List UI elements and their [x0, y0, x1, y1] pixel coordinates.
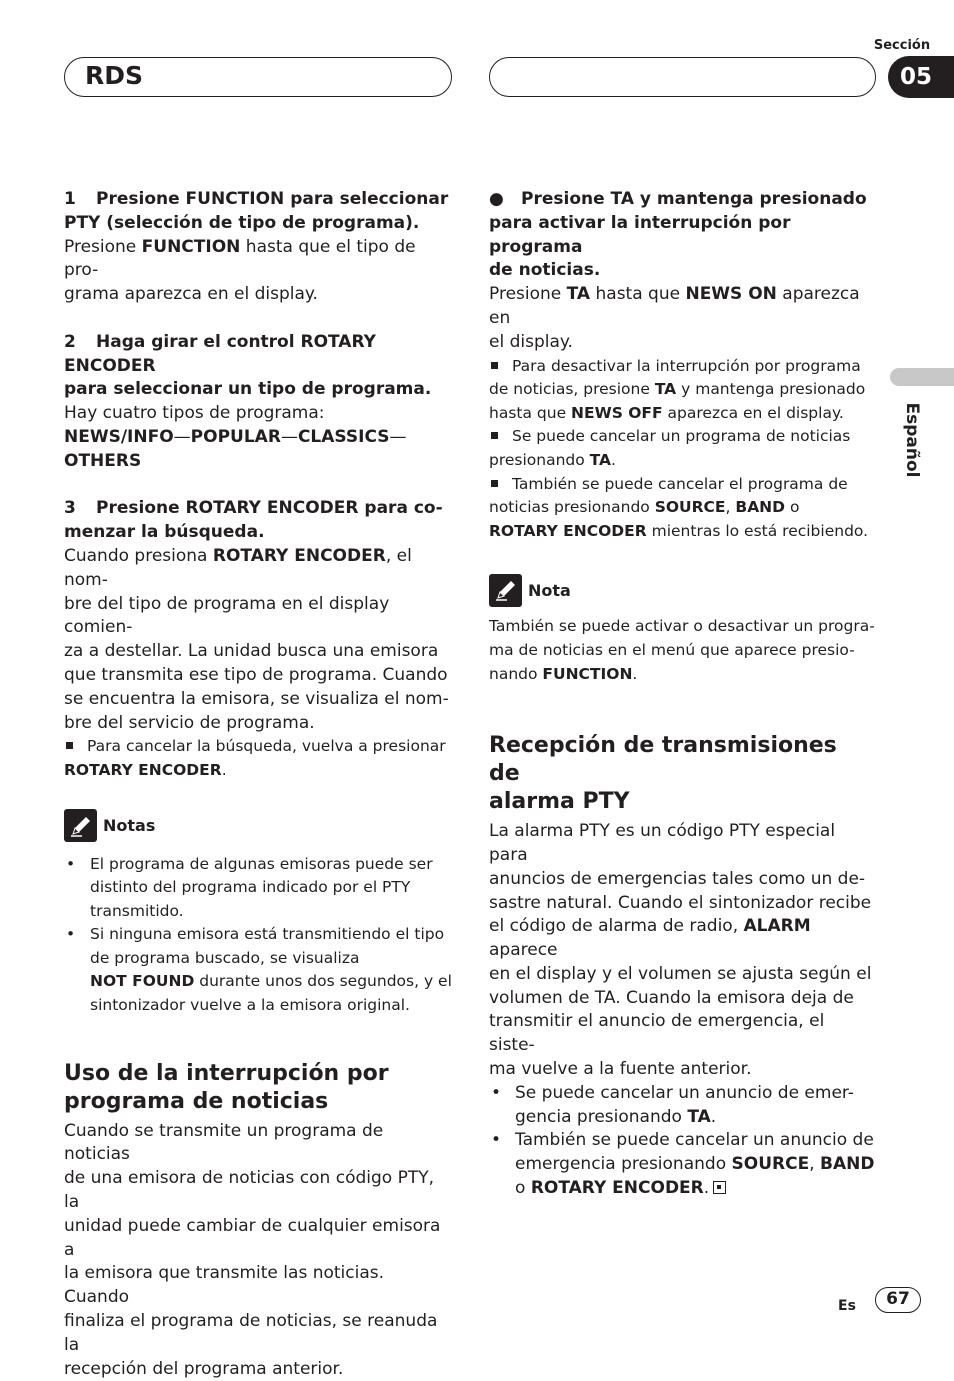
- note-label: Nota: [528, 580, 571, 600]
- square-bullet-icon: [66, 742, 73, 749]
- square-bullet-icon: [491, 432, 498, 439]
- ta-step: [489, 188, 875, 543]
- text: de una emisora de noticias con código PTY, la: [64, 1168, 435, 1213]
- language-label: Español: [902, 402, 922, 478]
- text: La alarma PTY es un código PTY especial para: [489, 821, 836, 865]
- step-title: Haga girar el control ROTARY ENCODER: [64, 331, 376, 376]
- text: .: [611, 450, 616, 469]
- text: aparece: [489, 940, 558, 961]
- keyword: TA: [589, 450, 612, 469]
- list-item: [64, 923, 452, 1017]
- text: Se puede cancelar un anuncio de emer-: [515, 1082, 854, 1103]
- text: ,: [809, 1154, 820, 1175]
- text: grama aparezca en el display.: [64, 284, 318, 305]
- bullet-icon: •: [491, 1082, 502, 1103]
- step-title: Presione TA y mantenga presionado: [521, 189, 867, 209]
- step-title: Presione FUNCTION para seleccionar: [96, 189, 449, 209]
- section-heading: alarma PTY: [489, 789, 630, 815]
- dash: —: [173, 426, 191, 447]
- text: El programa de algunas emisoras puede ser: [90, 854, 433, 873]
- text: sastre natural. Cuando el sintonizador recibe: [489, 892, 872, 913]
- text: ma vuelve a la fuente anterior.: [489, 1059, 752, 1080]
- text: el código de alarma de radio,: [489, 916, 744, 937]
- text: Se puede cancelar un programa de noticias: [512, 427, 851, 446]
- keyword: SOURCE: [731, 1154, 810, 1175]
- step-title: menzar la búsqueda.: [64, 522, 265, 543]
- text: También se puede activar o desactivar un progra-: [489, 617, 875, 636]
- text: o: [515, 1178, 531, 1199]
- text: unidad puede cambiar de cualquier emisora a: [64, 1215, 441, 1260]
- text: o: [785, 498, 800, 517]
- step-number: 1: [64, 189, 76, 209]
- keyword: NOT FOUND: [90, 972, 195, 991]
- keyword: ROTARY ENCODER: [489, 521, 647, 540]
- text: la emisora que transmite las noticias. Cuando: [64, 1263, 385, 1308]
- text: el display.: [489, 331, 573, 352]
- section-heading: Uso de la interrupción por: [64, 1060, 389, 1086]
- section-heading: Recepción de transmisiones de: [489, 733, 837, 787]
- keyword: FUNCTION: [542, 664, 633, 683]
- step-number: 2: [64, 331, 76, 352]
- keyword: TA: [654, 380, 677, 399]
- text: de programa buscado, se visualiza: [90, 948, 360, 967]
- text: .: [632, 664, 638, 683]
- bullet-icon: •: [66, 854, 76, 873]
- text: presionando: [489, 450, 590, 469]
- text: gencia presionando: [515, 1106, 688, 1127]
- text: za a destellar. La unidad busca una emisora: [64, 641, 439, 662]
- step-title: PTY (selección de tipo de programa).: [64, 212, 420, 233]
- text: .: [703, 1178, 710, 1199]
- square-bullet-icon: [491, 480, 498, 487]
- text: que transmita ese tipo de programa. Cuando: [64, 664, 448, 685]
- text: transmitido.: [90, 901, 184, 920]
- page-title: RDS: [85, 61, 144, 90]
- text: anuncios de emergencias tales como un de-: [489, 868, 866, 889]
- text: , el nom-: [64, 545, 412, 590]
- dash: —: [389, 426, 407, 447]
- text: sintonizador vuelve a la emisora original.: [90, 996, 410, 1015]
- right-column: [489, 188, 875, 1201]
- notes-block: [64, 809, 452, 1018]
- dash: —: [280, 426, 298, 447]
- keyword: SOURCE: [654, 498, 726, 517]
- text: ma de noticias en el menú que aparece presio-: [489, 640, 855, 659]
- alarm-section: [489, 732, 875, 1201]
- list-item: [64, 853, 452, 924]
- keyword: TA: [566, 284, 591, 305]
- text: También se puede cancelar el programa de: [512, 474, 848, 493]
- text: aparezca en el display.: [662, 403, 844, 422]
- keyword: BAND: [820, 1154, 875, 1175]
- text: bre del tipo de programa en el display comien-: [64, 593, 390, 638]
- text: Cuando presiona: [64, 545, 213, 566]
- text: También se puede cancelar un anuncio de: [515, 1130, 874, 1151]
- text: transmitir el anuncio de emergencia, el siste-: [489, 1011, 825, 1056]
- keyword: ALARM: [743, 916, 811, 937]
- text: nando: [489, 664, 543, 683]
- step-1: [64, 188, 452, 307]
- text: durante unos dos segundos, y el: [194, 972, 452, 991]
- language-tab-bar: [890, 368, 954, 386]
- keyword: BAND: [735, 498, 786, 517]
- text: Si ninguna emisora está transmitiendo el tipo: [90, 925, 445, 944]
- section-header-right: [489, 57, 876, 97]
- text: en el display y el volumen se ajusta según el: [489, 963, 872, 984]
- footer-language: Es: [838, 1298, 856, 1314]
- text: Hay cuatro tipos de programa:: [64, 403, 325, 424]
- note-block: [489, 573, 875, 686]
- bullet-icon: •: [491, 1130, 502, 1151]
- text: recepción del programa anterior.: [64, 1358, 344, 1379]
- section-header-left: [64, 57, 452, 97]
- step-3: [64, 497, 452, 782]
- keyword: NEWS/INFO: [64, 426, 174, 447]
- text: .: [710, 1106, 717, 1127]
- text: hasta que el tipo de pro-: [64, 236, 416, 281]
- section-heading: programa de noticias: [64, 1088, 329, 1114]
- step-number: 3: [64, 498, 76, 519]
- step-title: para activar la interrupción por programa: [489, 212, 791, 257]
- bullet-icon: •: [66, 925, 76, 944]
- keyword: POPULAR: [190, 426, 281, 447]
- page-number: 67: [875, 1287, 921, 1313]
- keyword: NEWS OFF: [571, 403, 663, 422]
- keyword: ROTARY ENCODER: [530, 1178, 704, 1199]
- text: Presione: [64, 236, 142, 257]
- text: ,: [725, 498, 736, 517]
- text: Cuando se transmite un programa de noticias: [64, 1120, 384, 1165]
- step-title: para seleccionar un tipo de programa.: [64, 379, 432, 400]
- text: bre del servicio de programa.: [64, 712, 315, 733]
- keyword: NEWS ON: [685, 284, 777, 305]
- text: mientras lo está recibiendo.: [646, 521, 869, 540]
- note-pencil-icon: [64, 809, 97, 842]
- note-pencil-icon: [489, 574, 522, 607]
- keyword: CLASSICS: [297, 426, 390, 447]
- text: noticias presionando: [489, 498, 655, 517]
- text: hasta que: [489, 403, 572, 422]
- text: y mantenga presionado: [676, 380, 866, 399]
- keyword: FUNCTION: [141, 236, 241, 257]
- text: distinto del programa indicado por el PTY: [90, 878, 411, 897]
- text: Presione: [489, 284, 567, 305]
- section-number-tab: 05: [888, 56, 954, 98]
- step-2: [64, 331, 452, 474]
- text: aparezca en: [489, 284, 860, 328]
- text: finaliza el programa de noticias, se reanuda la: [64, 1311, 438, 1355]
- keyword: ROTARY ENCODER: [212, 545, 386, 566]
- text: se encuentra la emisora, se visualiza el nom-: [64, 688, 449, 709]
- text: hasta que: [590, 284, 686, 305]
- notes-label: Notas: [103, 816, 156, 836]
- keyword: TA: [687, 1106, 711, 1127]
- keyword: ROTARY ENCODER: [64, 760, 222, 779]
- step-title: Presione ROTARY ENCODER para co-: [96, 498, 443, 519]
- text: de noticias, presione: [489, 380, 655, 399]
- list-item: [489, 1129, 875, 1200]
- square-bullet-icon: [491, 362, 498, 369]
- list-item: [489, 1082, 875, 1130]
- end-of-section-icon: [713, 1181, 726, 1194]
- text: Para desactivar la interrupción por programa: [512, 356, 861, 375]
- left-column: [64, 188, 452, 1381]
- section-label: Sección: [873, 38, 931, 53]
- text: Para cancelar la búsqueda, vuelva a presionar: [87, 737, 446, 756]
- round-bullet-icon: ●: [489, 189, 504, 209]
- news-section: [64, 1060, 452, 1381]
- text: .: [221, 760, 227, 779]
- text: emergencia presionando: [515, 1154, 732, 1175]
- text: volumen de TA. Cuando la emisora deja de: [489, 987, 854, 1008]
- step-title: de noticias.: [489, 260, 601, 281]
- keyword: OTHERS: [64, 450, 142, 471]
